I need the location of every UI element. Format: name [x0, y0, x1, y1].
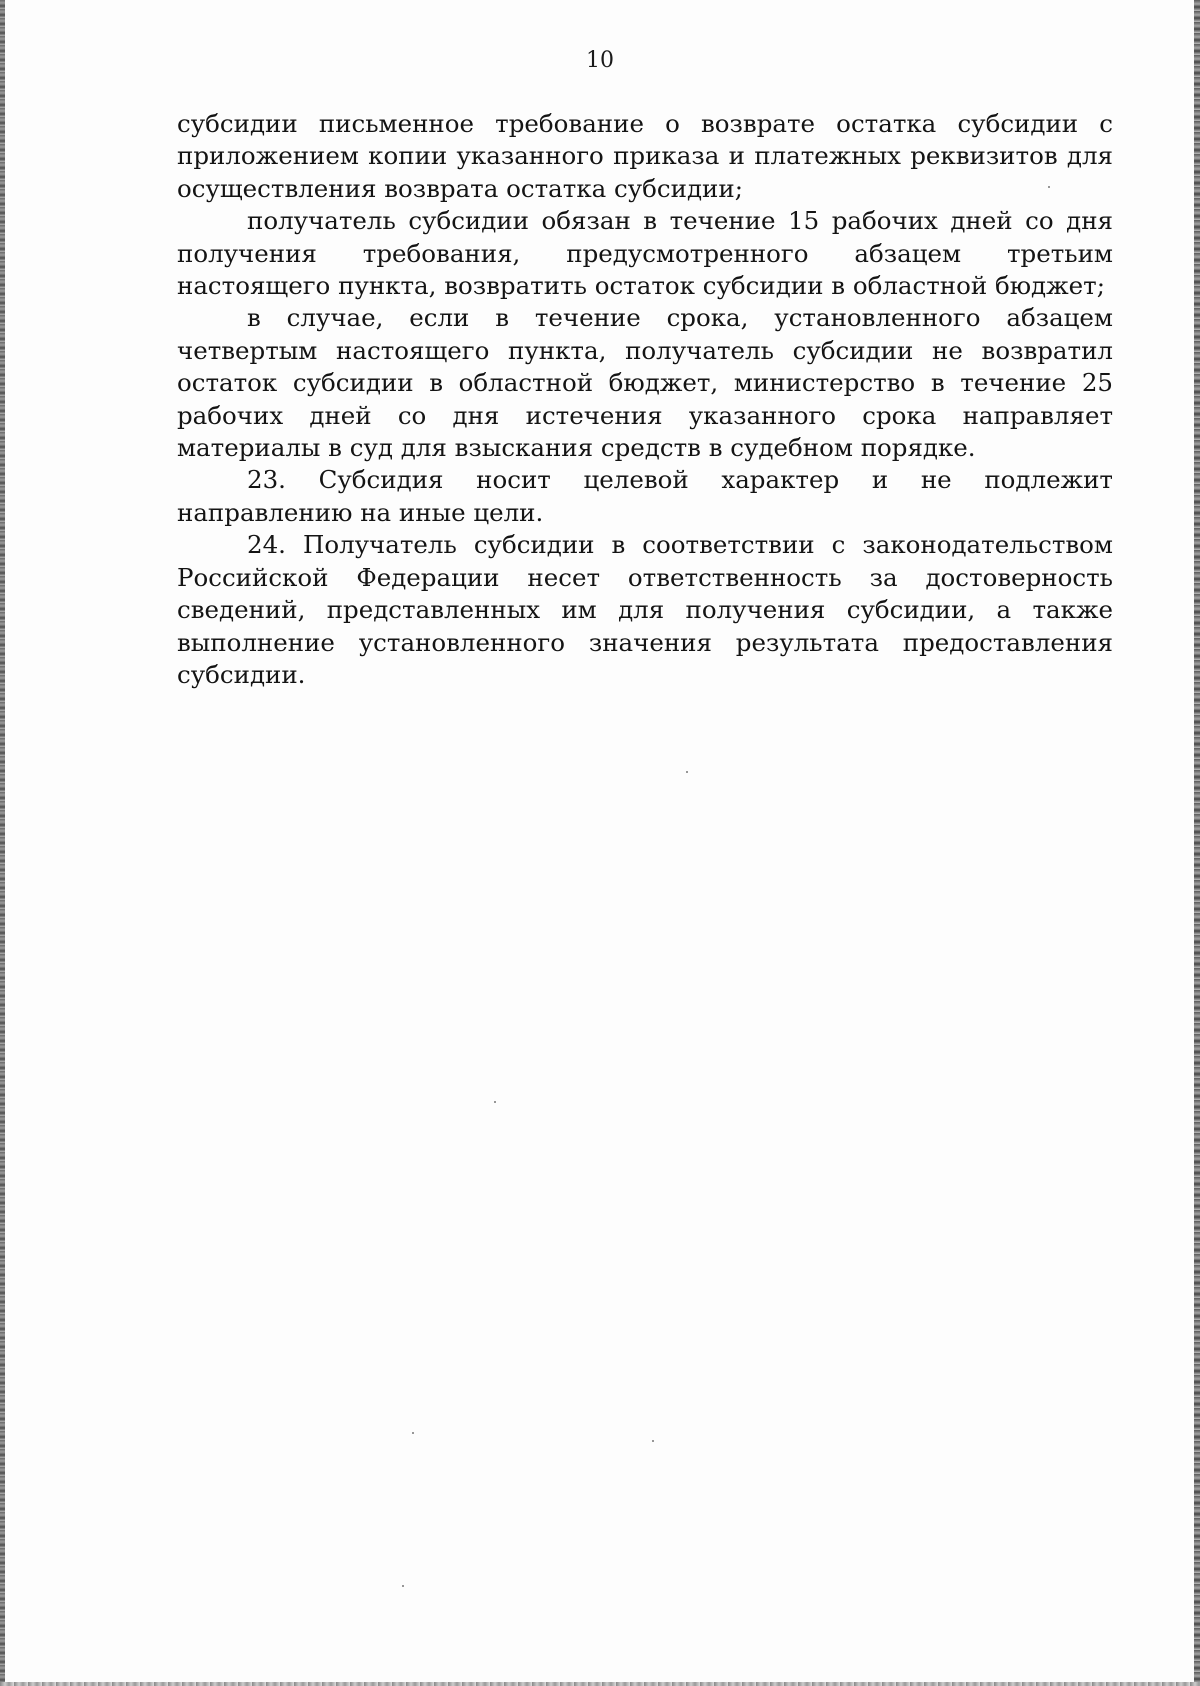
paragraph-court-recovery: в случае, если в течение срока, установленного абзацем четвертым настоящего пункта, получатель субсидии не возвратил остаток субсидии в областной бюджет, министерство в течение 25 рабочих дней со дня истечения указанного срока направляет материалы в суд для взыскания средств в судебном порядке.	[177, 303, 1113, 463]
scan-speck	[652, 1440, 654, 1442]
document-body	[177, 108, 1113, 691]
scan-speck	[494, 1101, 496, 1103]
paragraph-item-24: 24. Получатель субсидии в соответствии с законодательством Российской Федерации несет ответственность за достоверность сведений, представленных им для получения субсидии, а также выполнение установленного значения результата предоставления субсидии.	[177, 530, 1113, 689]
scan-edge-right	[1194, 0, 1200, 1686]
scan-edge-bottom	[0, 1682, 1200, 1686]
page-number: 10	[586, 48, 614, 73]
paragraph-continuation: субсидии письменное требование о возврате остатка субсидии с приложением копии указанного приказа и платежных реквизитов для осуществления возврата остатка субсидии;	[177, 109, 1113, 203]
paragraph-refund-obligation: получатель субсидии обязан в течение 15 рабочих дней со дня получения требования, предусмотренного абзацем третьим настоящего пункта, возвратить остаток субсидии в областной бюджет;	[177, 206, 1113, 301]
paragraph-item-23: 23. Субсидия носит целевой характер и не подлежит направлению на иные цели.	[177, 465, 1113, 527]
scan-speck	[686, 771, 688, 773]
scan-speck	[402, 1585, 404, 1587]
scan-speck	[412, 1432, 414, 1434]
scan-edge-left	[0, 0, 5, 1686]
